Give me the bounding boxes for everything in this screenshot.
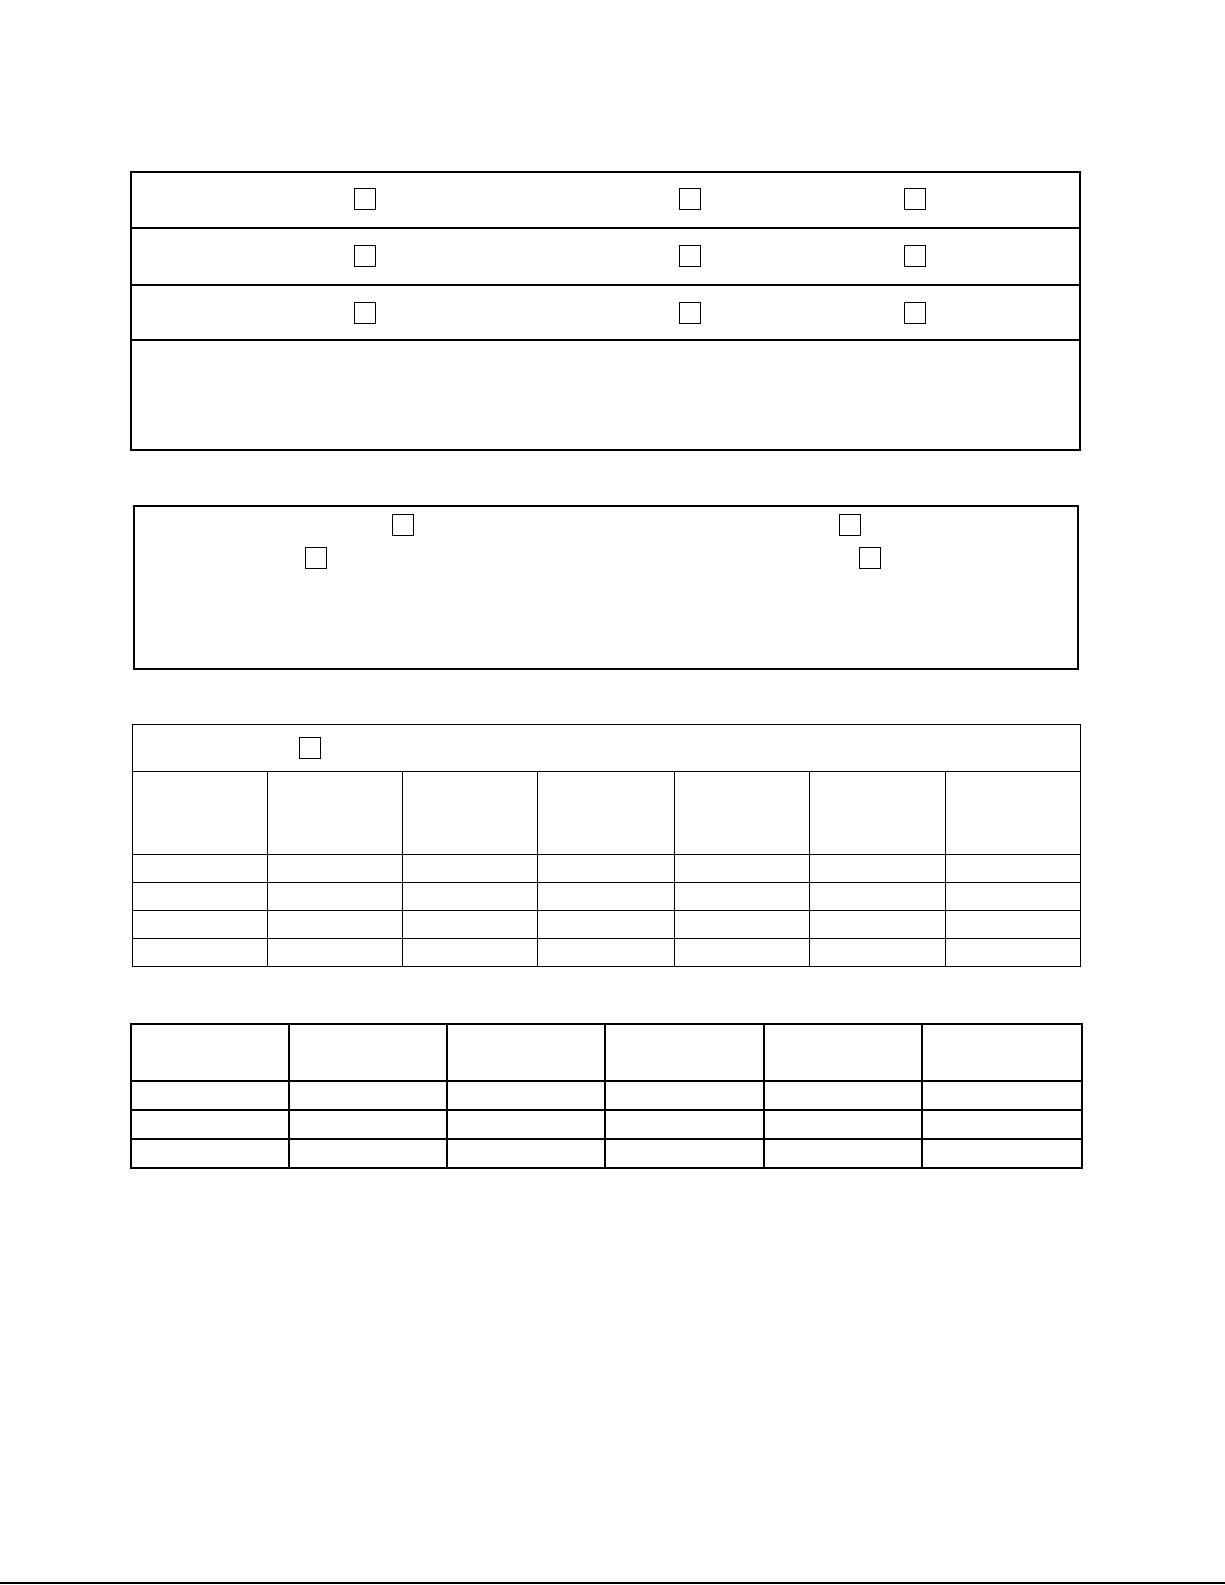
table-cell[interactable] — [538, 911, 674, 939]
header-cell — [289, 1024, 447, 1081]
table-cell[interactable] — [605, 1081, 764, 1110]
table-cell[interactable] — [809, 883, 945, 911]
table-row — [133, 883, 1081, 911]
table-row — [133, 855, 1081, 883]
table-cell[interactable] — [268, 939, 403, 967]
header-cell — [133, 772, 268, 855]
checkbox[interactable] — [392, 514, 414, 536]
row-divider — [132, 284, 1079, 286]
blank-entry-area[interactable] — [132, 341, 1079, 449]
table-cell[interactable] — [674, 883, 809, 911]
table-row — [131, 1110, 1082, 1139]
table-cell[interactable] — [447, 1081, 605, 1110]
table-cell[interactable] — [131, 1139, 289, 1168]
table-cell[interactable] — [403, 911, 538, 939]
header-cell — [268, 772, 403, 855]
table-cell[interactable] — [131, 1110, 289, 1139]
selection-box — [130, 171, 1081, 451]
table-cell[interactable] — [538, 883, 674, 911]
table-cell[interactable] — [538, 939, 674, 967]
table-cell[interactable] — [945, 883, 1080, 911]
table-cell[interactable] — [605, 1139, 764, 1168]
table-row — [131, 1139, 1082, 1168]
table-cell[interactable] — [289, 1139, 447, 1168]
table-cell[interactable] — [447, 1110, 605, 1139]
checkbox[interactable] — [354, 302, 376, 324]
table-cell[interactable] — [447, 1139, 605, 1168]
table-cell[interactable] — [764, 1081, 922, 1110]
table-cell[interactable] — [674, 939, 809, 967]
table-cell[interactable] — [403, 883, 538, 911]
header-cell — [605, 1024, 764, 1081]
table-row — [133, 939, 1081, 967]
table-cell[interactable] — [605, 1110, 764, 1139]
header-cell — [809, 772, 945, 855]
checkbox[interactable] — [904, 302, 926, 324]
table-header-row — [131, 1024, 1082, 1081]
header-cell — [945, 772, 1080, 855]
checkbox[interactable] — [904, 245, 926, 267]
header-cell — [131, 1024, 289, 1081]
header-cell — [447, 1024, 605, 1081]
table-cell[interactable] — [289, 1081, 447, 1110]
table-cell[interactable] — [809, 911, 945, 939]
checkbox[interactable] — [859, 547, 881, 569]
checkbox[interactable] — [305, 547, 327, 569]
table-cell[interactable] — [131, 1081, 289, 1110]
header-cell — [764, 1024, 922, 1081]
checkbox[interactable] — [839, 514, 861, 536]
checkbox[interactable] — [679, 302, 701, 324]
checkbox[interactable] — [354, 188, 376, 210]
checkbox[interactable] — [299, 737, 321, 759]
table-cell[interactable] — [809, 939, 945, 967]
table-one — [132, 771, 1081, 967]
checkbox[interactable] — [679, 245, 701, 267]
table-two — [130, 1023, 1083, 1169]
table-cell[interactable] — [945, 855, 1080, 883]
header-cell — [538, 772, 674, 855]
header-cell — [922, 1024, 1082, 1081]
table-cell[interactable] — [133, 939, 268, 967]
table-cell[interactable] — [674, 855, 809, 883]
table-cell[interactable] — [945, 939, 1080, 967]
table-cell[interactable] — [133, 911, 268, 939]
table-header-row — [133, 772, 1081, 855]
table-cell[interactable] — [268, 883, 403, 911]
table-cell[interactable] — [922, 1081, 1082, 1110]
table-cell[interactable] — [764, 1110, 922, 1139]
checkbox[interactable] — [354, 245, 376, 267]
table-one-header — [132, 724, 1081, 773]
table-cell[interactable] — [922, 1139, 1082, 1168]
table-cell[interactable] — [538, 855, 674, 883]
options-box — [133, 505, 1079, 670]
table-cell[interactable] — [674, 911, 809, 939]
table-cell[interactable] — [133, 883, 268, 911]
table-row — [133, 911, 1081, 939]
table-cell[interactable] — [809, 855, 945, 883]
table-cell[interactable] — [945, 911, 1080, 939]
table-cell[interactable] — [403, 939, 538, 967]
table-cell[interactable] — [268, 911, 403, 939]
row-divider — [132, 227, 1079, 229]
table-cell[interactable] — [268, 855, 403, 883]
page-bottom-rule — [0, 1582, 1225, 1584]
table-cell[interactable] — [133, 855, 268, 883]
table-cell[interactable] — [289, 1110, 447, 1139]
checkbox[interactable] — [904, 188, 926, 210]
table-row — [131, 1081, 1082, 1110]
checkbox[interactable] — [679, 188, 701, 210]
table-cell[interactable] — [764, 1139, 922, 1168]
header-cell — [403, 772, 538, 855]
header-cell — [674, 772, 809, 855]
table-cell[interactable] — [403, 855, 538, 883]
table-cell[interactable] — [922, 1110, 1082, 1139]
